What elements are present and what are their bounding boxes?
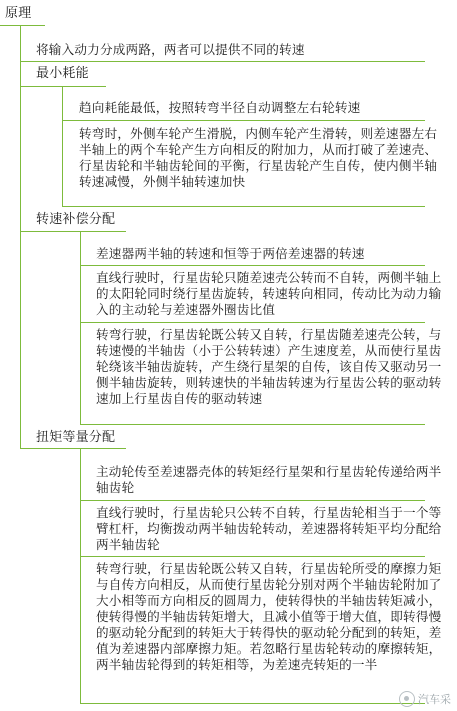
speed-comp-item-3-text: 转弯行驶，行星齿轮既公转又自转，行星齿随差速壳公转，与转速慢的半轴齿（小于公转转速）产生速度差，从而使行星齿轮绕该半轴齿旋转，产生绕行星架的自传，该自传又驱动另一侧半轴齿旋转，则转速快的半轴齿转速为行星齿公转的驱动转速加上行星齿自传的驱动转速: [96, 327, 442, 406]
min-loss-item-1-underline: [62, 120, 425, 121]
intro-node-label: 将输入动力分成两路，两者可以提供不同的转速: [36, 42, 305, 57]
min-loss-spine-line: [62, 86, 63, 207]
torque-item-1-underline: [80, 500, 425, 501]
torque-item-3[interactable]: [96, 561, 451, 673]
speed-comp-item-1-text: 差速器两半轴的转速和恒等于两倍差速器的转速: [96, 246, 365, 261]
speed-comp-spine-line: [80, 231, 81, 425]
torque-node-label: 扭矩等量分配: [36, 430, 116, 445]
torque-item-3-text: 转弯行驶，行星齿轮既公转又自转，行星齿轮所受的摩擦力矩与自传方向相反，从而使行星齿轮分别对两个半轴齿轮附加了大小相等而方向相反的圆周力，使转得快的半轴齿转矩减小，使转得慢的半轴齿转矩增大，且减小值等于增大值，即转得慢的驱动轮分配到的转矩大于转得快的驱动轮分配到的转矩，差值为差速器内部摩擦力矩。若忽略行星齿轮转动的摩擦转矩，两半轴齿轮得到的转矩相等，为差速壳转矩的一半: [96, 561, 442, 672]
min-loss-item-2[interactable]: [79, 126, 449, 190]
min-loss-item-2-text: 转弯时，外侧车轮产生滑脱，内侧车轮产生滑转，则差速器左右半轴上的两个车轮产生方向相反的附加力，从而打破了差速壳、行星齿轮和半轴齿轮间的平衡，行星齿轮产生自传，使内侧半轴转速减慢，外侧半轴转速加快: [79, 126, 438, 189]
min-loss-underline: [20, 86, 106, 87]
root-underline: [0, 25, 45, 26]
torque-item-1-text: 主动轮传至差速器壳体的转矩经行星架和行星齿轮传递给两半轴齿轮: [96, 464, 442, 495]
torque-item-2-text: 直线行驶时，行星齿轮只公转不自转，行星齿轮相当于一个等臂杠杆，均衡拨动两半轴齿轮转动，差速器将转矩平均分配给两半轴齿轮: [96, 505, 442, 552]
speed-comp-item-2-underline: [80, 322, 425, 323]
torque-spine-line: [80, 448, 81, 704]
speed-comp-item-1-underline: [80, 265, 425, 266]
intro-underline: [20, 61, 425, 62]
watermark-logo-icon: [399, 691, 415, 707]
speed-comp-item-2[interactable]: [96, 270, 451, 318]
torque-item-1[interactable]: [96, 464, 451, 496]
speed-comp-item-3[interactable]: [96, 327, 451, 407]
torque-node[interactable]: [36, 430, 115, 446]
speed-comp-node-label: 转速补偿分配: [36, 212, 116, 227]
torque-item-3-underline: [80, 703, 425, 704]
torque-underline: [20, 448, 126, 449]
min-loss-item-2-underline: [62, 206, 425, 207]
watermark: [399, 691, 451, 707]
intro-node[interactable]: [36, 42, 305, 58]
speed-comp-item-1[interactable]: [96, 246, 451, 262]
torque-item-2-underline: [80, 556, 425, 557]
root-spine-line: [20, 25, 21, 448]
min-loss-node-label: 最小耗能: [36, 66, 89, 81]
min-loss-node[interactable]: [36, 66, 89, 82]
torque-item-2[interactable]: [96, 505, 451, 553]
speed-comp-node[interactable]: [36, 212, 115, 228]
min-loss-item-1-text: 趋向耗能最低，按照转弯半径自动调整左右轮转速: [79, 100, 361, 115]
min-loss-item-1[interactable]: [79, 100, 449, 116]
root-node-label: 原理: [5, 6, 32, 21]
root-node[interactable]: [5, 6, 31, 22]
watermark-text: 汽车采: [418, 693, 451, 706]
speed-comp-item-2-text: 直线行驶时，行星齿轮只随差速壳公转而不自转，两侧半轴上的太阳轮同时绕行星齿旋转，转速转向相同，传动比为动力输入的主动轮与差速器外圈齿比值: [96, 270, 442, 317]
speed-comp-underline: [20, 231, 126, 232]
speed-comp-item-3-underline: [80, 424, 425, 425]
